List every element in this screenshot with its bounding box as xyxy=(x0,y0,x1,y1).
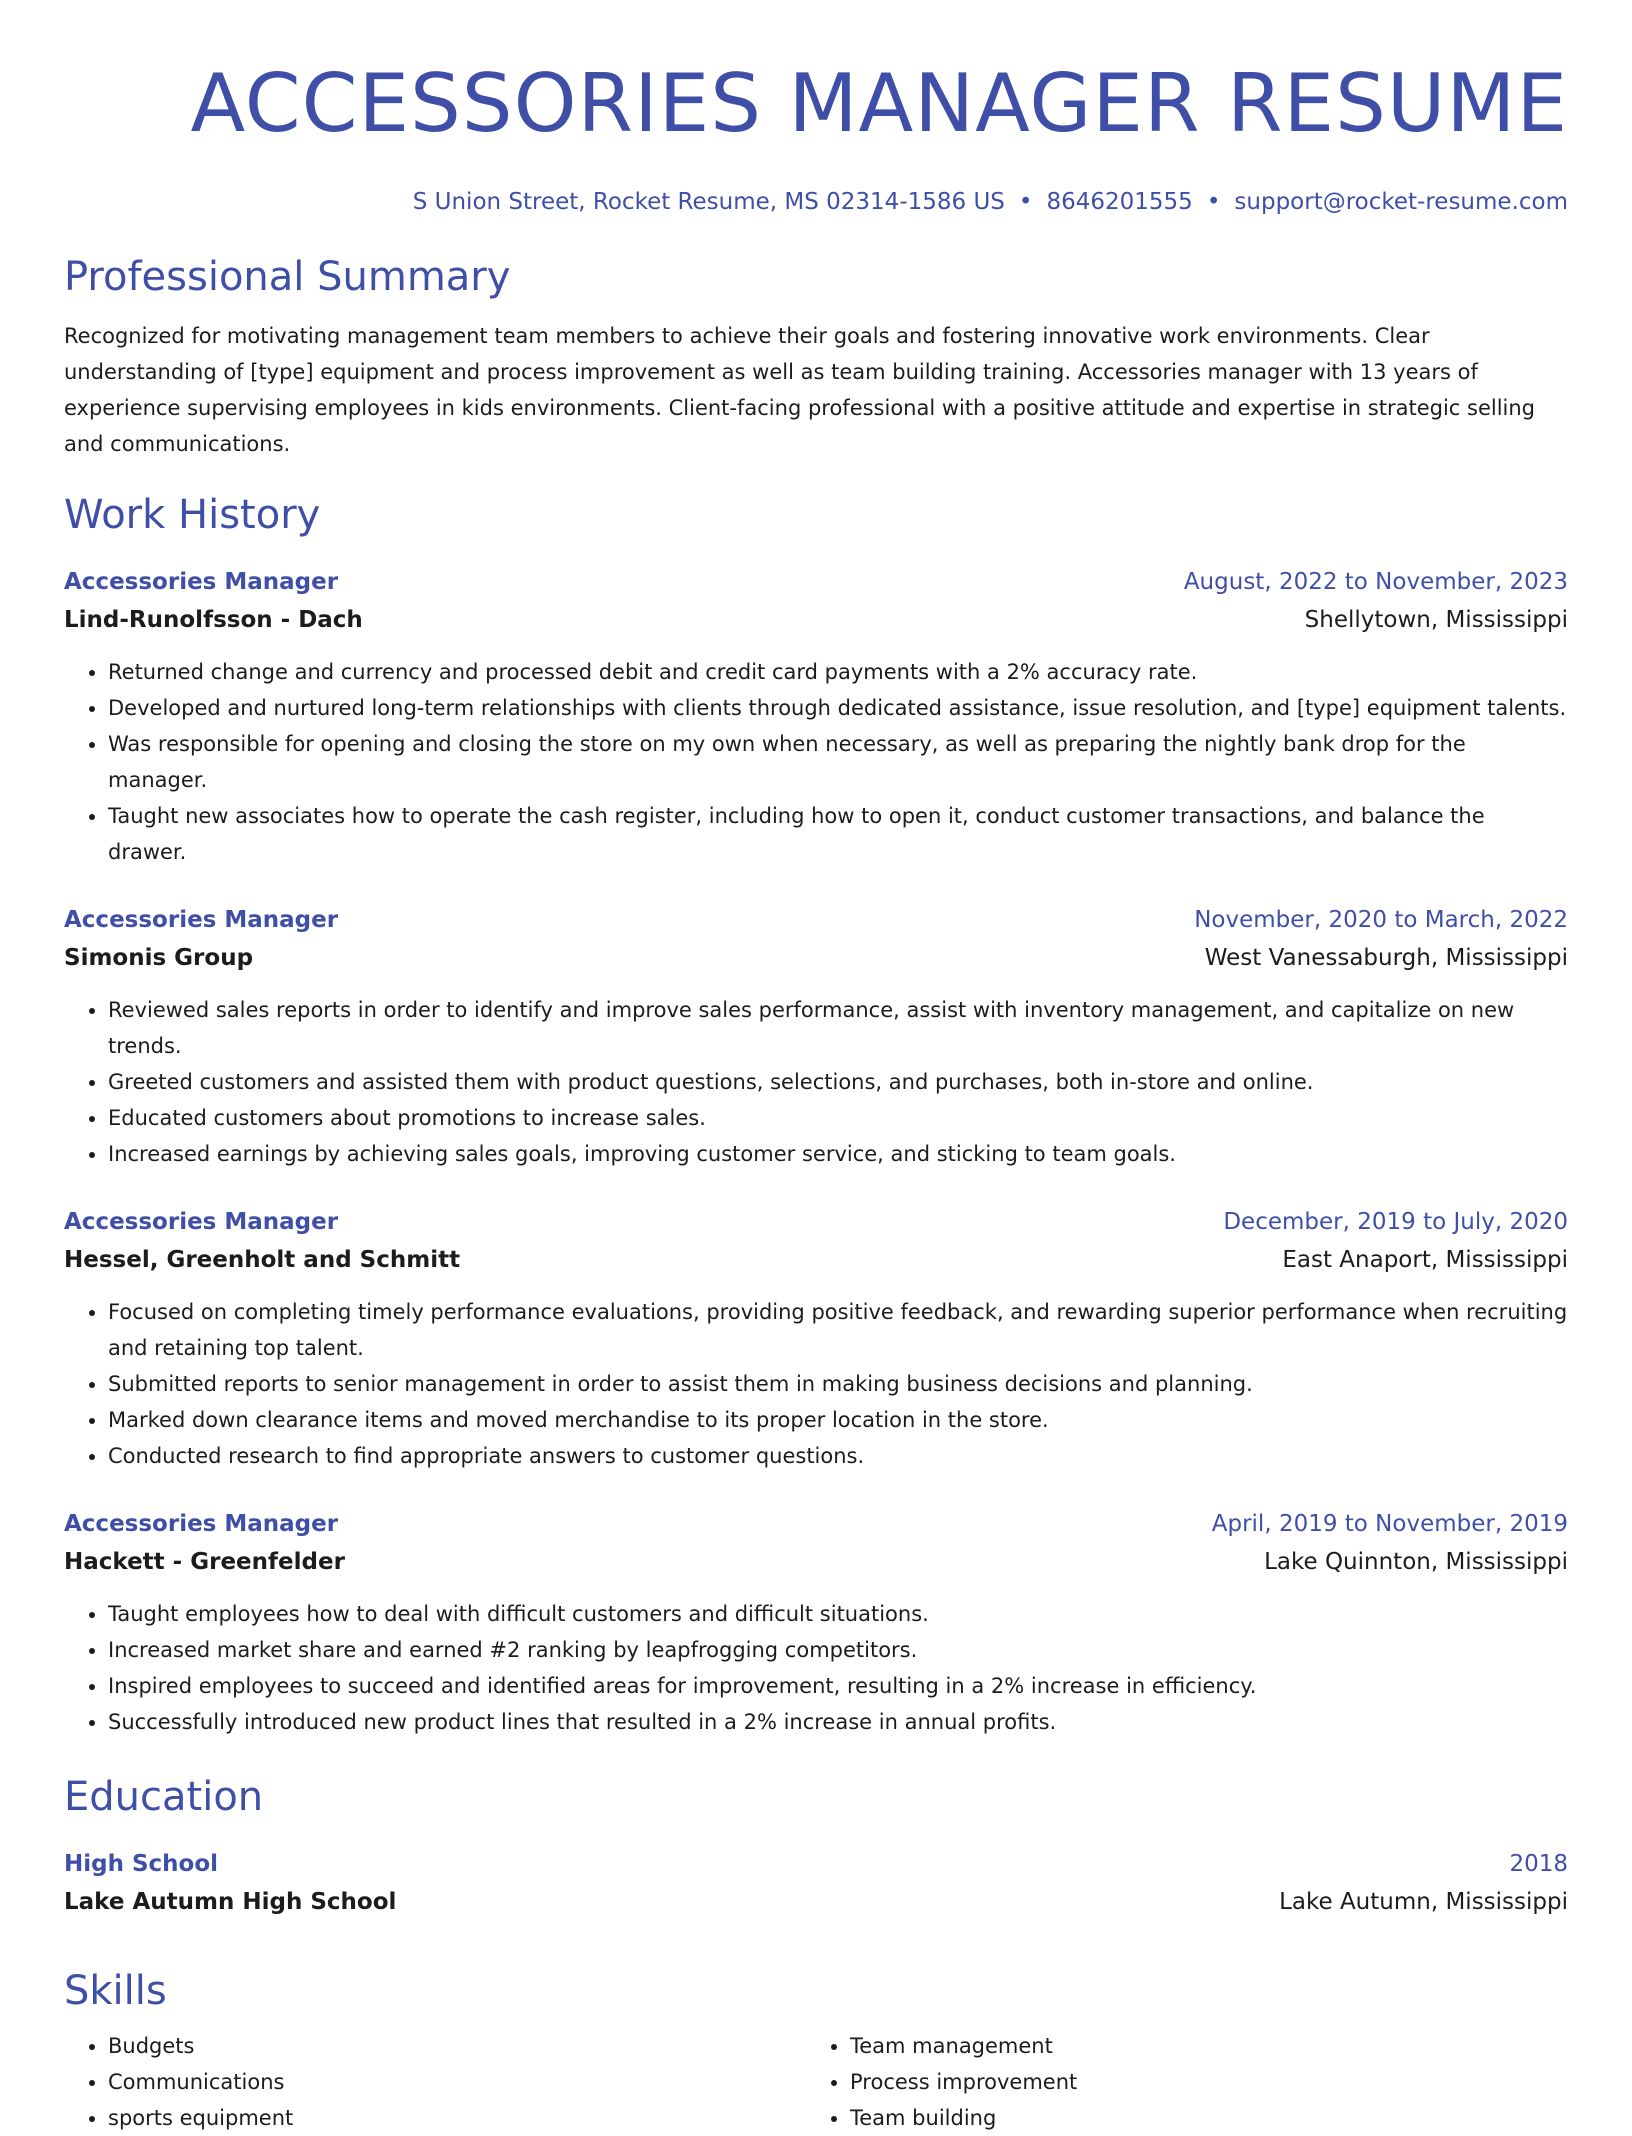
resume-title: ACCESSORIES MANAGER RESUME xyxy=(190,57,1568,150)
job-entry xyxy=(64,564,1568,870)
job-bullet: • Conducted research to find appropriate answers to customer questions. xyxy=(108,1438,1568,1474)
job-role: Accessories Manager xyxy=(64,907,339,933)
skill-item: • Communications xyxy=(108,2064,806,2100)
job-role: Accessories Manager xyxy=(64,1209,339,1235)
job-bullets xyxy=(64,992,1568,1172)
job-bullet: • Marked down clearance items and moved merchandise to its proper location in the store. xyxy=(108,1402,1568,1438)
summary-text: Recognized for motivating management team members to achieve their goals and fostering innovative work environments. Clear understanding of [type] equipment and process improvement as well as team building training. Accessories manager with 13 years of experience supervising employees in kids environments. Client-facing professional with a positive attitude and expertise in strategic selling and communications. xyxy=(64,324,1536,456)
job-location: West Vanessaburgh, Mississippi xyxy=(1204,945,1568,971)
job-bullet: • Successfully introduced new product lines that resulted in a 2% increase in annual profits. xyxy=(108,1704,1568,1740)
skills-list xyxy=(64,2028,1568,2136)
job-bullet: • Educated customers about promotions to increase sales. xyxy=(108,1100,1568,1136)
job-bullet: • Greeted customers and assisted them with product questions, selections, and purchases, both in-store and online. xyxy=(108,1064,1568,1100)
contact-line xyxy=(64,186,1568,218)
job-entry xyxy=(64,1204,1568,1474)
job-role: Accessories Manager xyxy=(64,1511,339,1537)
job-bullets xyxy=(64,1596,1568,1740)
contact-separator: • xyxy=(1018,189,1033,215)
job-bullet: • Increased earnings by achieving sales goals, improving customer service, and sticking to team goals. xyxy=(108,1136,1568,1172)
job-location: East Anaport, Mississippi xyxy=(1282,1247,1568,1273)
job-bullet: • Focused on completing timely performance evaluations, providing positive feedback, and rewarding superior performance when recruiting and retaining top talent. xyxy=(108,1294,1568,1366)
job-company: Hackett - Greenfelder xyxy=(64,1549,345,1575)
job-entry xyxy=(64,1506,1568,1740)
job-bullet: • Was responsible for opening and closing the store on my own when necessary, as well as preparing the nightly bank drop for the manager. xyxy=(108,726,1568,798)
job-role: Accessories Manager xyxy=(64,569,339,595)
job-company: Hessel, Greenholt and Schmitt xyxy=(64,1247,461,1273)
job-bullet: • Developed and nurtured long-term relationships with clients through dedicated assistance, issue resolution, and [type] equipment talents. xyxy=(108,690,1568,726)
job-company: Simonis Group xyxy=(64,945,254,971)
work-history-heading: Work History xyxy=(64,492,321,538)
job-company: Lind-Runolfsson - Dach xyxy=(64,607,363,633)
skill-item: • Team building xyxy=(850,2100,1548,2136)
skill-item: • Budgets xyxy=(108,2028,806,2064)
job-bullet: • Submitted reports to senior management in order to assist them in making business decisions and planning. xyxy=(108,1366,1568,1402)
education-year: 2018 xyxy=(1509,1851,1568,1877)
education-entry xyxy=(64,1846,1568,1922)
job-bullet: • Taught employees how to deal with difficult customers and difficult situations. xyxy=(108,1596,1568,1632)
job-dates: April, 2019 to November, 2019 xyxy=(1211,1511,1568,1537)
summary-heading: Professional Summary xyxy=(64,254,511,300)
skill-item: • sports equipment xyxy=(108,2100,806,2136)
job-entry xyxy=(64,902,1568,1172)
job-location: Lake Quinnton, Mississippi xyxy=(1264,1549,1568,1575)
job-dates: November, 2020 to March, 2022 xyxy=(1194,907,1568,933)
skill-item: • Team management xyxy=(850,2028,1548,2064)
skills-column-right xyxy=(806,2028,1548,2136)
contact-separator: • xyxy=(1206,189,1221,215)
skill-item: • Process improvement xyxy=(850,2064,1548,2100)
job-bullets xyxy=(64,654,1568,870)
job-location: Shellytown, Mississippi xyxy=(1304,607,1568,633)
contact-phone: 8646201555 xyxy=(1046,189,1193,215)
resume-page xyxy=(64,0,1568,2136)
job-bullet: • Reviewed sales reports in order to identify and improve sales performance, assist with inventory management, and capitalize on new trends. xyxy=(108,992,1568,1064)
contact-address: S Union Street, Rocket Resume, MS 02314-1586 US xyxy=(412,189,1005,215)
skills-heading: Skills xyxy=(64,1968,167,2014)
job-bullet: • Inspired employees to succeed and identified areas for improvement, resulting in a 2% increase in efficiency. xyxy=(108,1668,1568,1704)
job-bullet: • Returned change and currency and processed debit and credit card payments with a 2% accuracy rate. xyxy=(108,654,1568,690)
job-dates: December, 2019 to July, 2020 xyxy=(1223,1209,1568,1235)
education-location: Lake Autumn, Mississippi xyxy=(1279,1889,1568,1915)
job-bullet: • Increased market share and earned #2 ranking by leapfrogging competitors. xyxy=(108,1632,1568,1668)
job-bullets xyxy=(64,1294,1568,1474)
education-heading: Education xyxy=(64,1774,264,1820)
skills-column-left xyxy=(64,2028,806,2136)
job-bullet: • Taught new associates how to operate the cash register, including how to open it, conduct customer transactions, and balance the drawer. xyxy=(108,798,1568,870)
job-dates: August, 2022 to November, 2023 xyxy=(1183,569,1568,595)
education-school: Lake Autumn High School xyxy=(64,1889,397,1915)
contact-email: support@rocket-resume.com xyxy=(1234,189,1568,215)
education-degree: High School xyxy=(64,1851,219,1877)
